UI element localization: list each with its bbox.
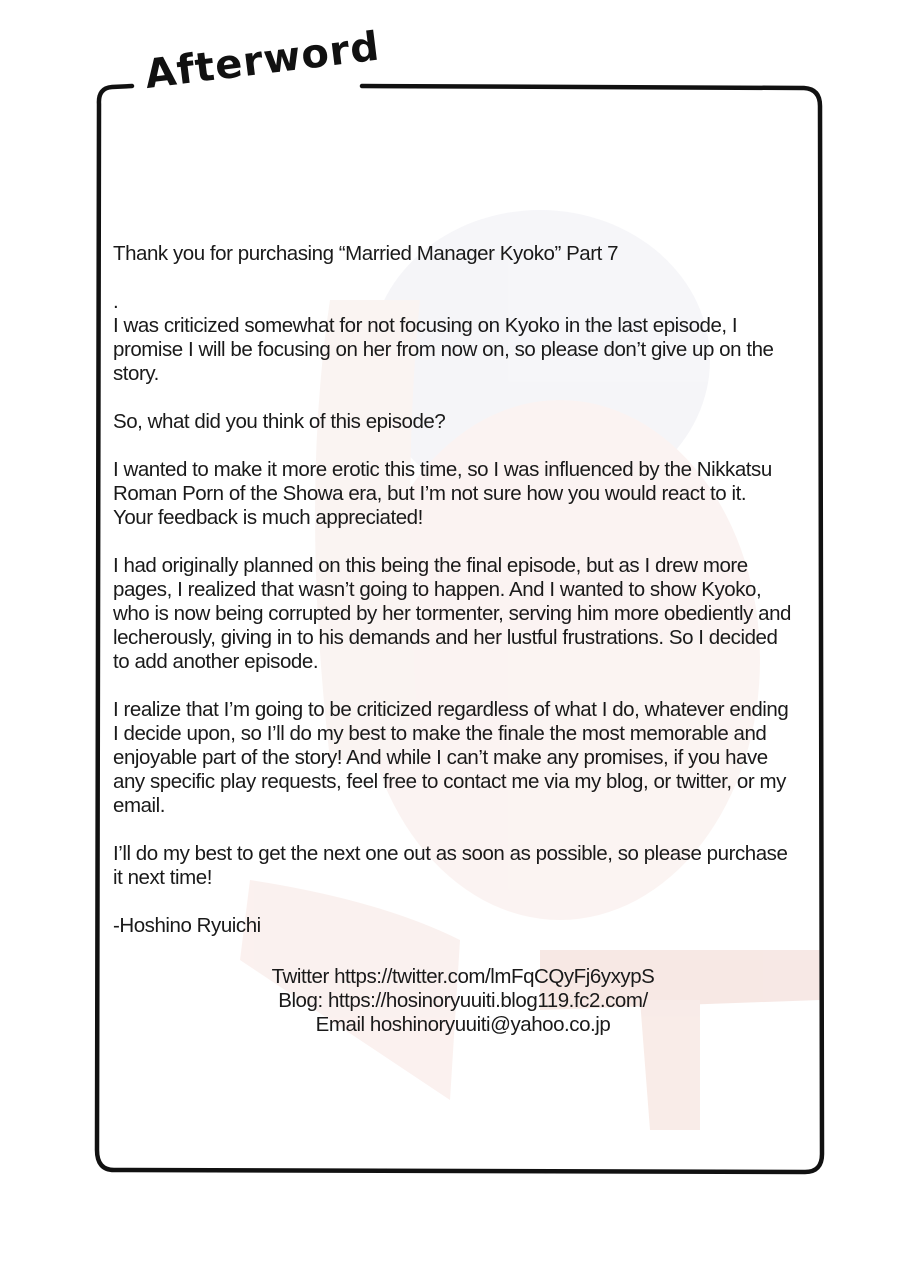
text-line: -Hoshino Ryuichi — [113, 914, 261, 937]
text-line: promise I will be focusing on her from now on, so please don’t give up on the — [113, 338, 774, 361]
text-line: So, what did you think of this episode? — [113, 410, 446, 433]
email-link: Email hoshinoryuuiti@yahoo.co.jp — [315, 1013, 611, 1036]
blog-link: Blog: https://hosinoryuuiti.blog119.fc2.com/ — [278, 989, 648, 1012]
text-line: I had originally planned on this being the final episode, but as I drew more — [113, 554, 748, 577]
text-line: lecherously, giving in to his demands and her lustful frustrations. So I decided — [113, 626, 778, 649]
text-line: story. — [113, 362, 159, 385]
text-line: I wanted to make it more erotic this time, so I was influenced by the Nikkatsu — [113, 458, 772, 481]
text-line: any specific play requests, feel free to contact me via my blog, or twitter, or my — [113, 770, 786, 793]
signature — [113, 914, 813, 938]
paragraph — [113, 458, 813, 530]
text-line: email. — [113, 794, 165, 817]
text-line: pages, I realized that wasn’t going to happen. And I wanted to show Kyoko, — [113, 578, 762, 601]
text-line: Thank you for purchasing “Married Manager Kyoko” Part 7 — [113, 242, 619, 265]
paragraph — [113, 410, 813, 434]
paragraph — [113, 554, 813, 674]
text-line: I decide upon, so I’ll do my best to make the finale the most memorable and — [113, 722, 767, 745]
text-line: Your feedback is much appreciated! — [113, 506, 423, 529]
paragraph — [113, 842, 813, 890]
contact-info — [113, 965, 813, 1037]
paragraph — [113, 290, 813, 386]
text-line: I’ll do my best to get the next one out as soon as possible, so please purchase — [113, 842, 788, 865]
text-line: . — [113, 290, 119, 313]
text-line: to add another episode. — [113, 650, 319, 673]
paragraph — [113, 242, 813, 266]
page-title: Afterword — [142, 23, 383, 98]
text-line: I realize that I’m going to be criticized regardless of what I do, whatever ending — [113, 698, 789, 721]
text-line: enjoyable part of the story! And while I can’t make any promises, if you have — [113, 746, 768, 769]
text-line: Roman Porn of the Showa era, but I’m not sure how you would react to it. — [113, 482, 747, 505]
twitter-link: Twitter https://twitter.com/lmFqCQyFj6yxypS — [271, 965, 655, 988]
text-line: I was criticized somewhat for not focusing on Kyoko in the last episode, I — [113, 314, 738, 337]
afterword-body — [113, 242, 813, 962]
text-line: who is now being corrupted by her tormenter, serving him more obediently and — [113, 602, 791, 625]
paragraph — [113, 698, 813, 818]
text-line: it next time! — [113, 866, 212, 889]
